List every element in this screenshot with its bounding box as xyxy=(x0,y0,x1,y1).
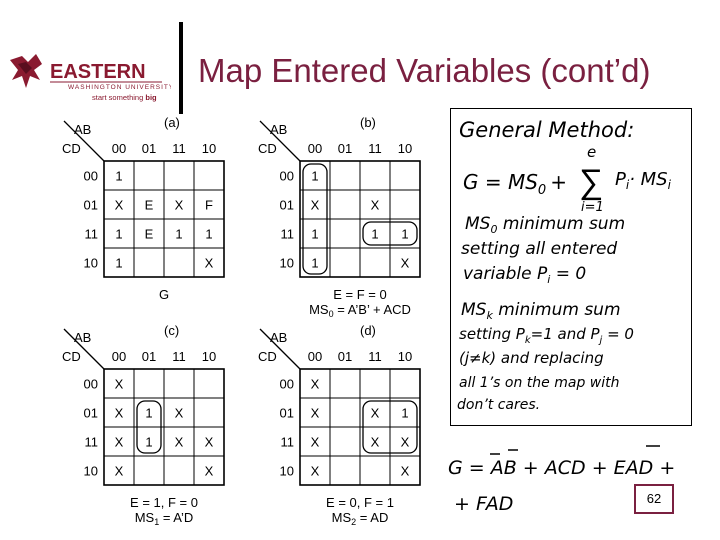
kmap-cell: 1 xyxy=(115,168,123,184)
kmap-cell: 1 xyxy=(175,226,183,242)
g-plus: + xyxy=(550,170,567,194)
msk-line4: all 1’s on the map with xyxy=(459,375,620,391)
svg-text:MSk minimum sum xyxy=(461,300,621,322)
ms0-label: MS xyxy=(465,214,491,234)
kmap-expression: $MS_0$ = A’B’ + ACD xyxy=(309,302,411,319)
kmap-cell: X xyxy=(114,197,124,213)
handwritten-notes xyxy=(451,109,691,424)
slide-header xyxy=(0,0,720,120)
kmap-col-header: 11 xyxy=(172,141,186,156)
kmap-cell: 1 xyxy=(115,255,123,271)
bottom-equation xyxy=(444,430,714,530)
kmap-cell: X xyxy=(204,463,214,479)
sum-bottom: i=1 xyxy=(581,200,604,215)
kmap-cell: 1 xyxy=(311,255,319,271)
msk-line3: (j≠k) and replacing xyxy=(459,349,604,367)
kmap-col-header: 11 xyxy=(172,349,186,364)
page-number: 62 xyxy=(634,484,674,514)
kmap-cell: X xyxy=(204,255,214,271)
msk-line2-sub: k xyxy=(524,335,531,346)
kmap-cell: X xyxy=(310,197,320,213)
kmap-caption: G xyxy=(158,287,170,302)
kmap-title: (b) xyxy=(360,116,376,130)
kmap-row-header: 11 xyxy=(280,434,294,450)
term-p-sub: i xyxy=(625,178,630,192)
kmap-cell: X xyxy=(114,376,124,392)
kmap-row-header: 00 xyxy=(279,376,294,392)
kmap-cd-label: CD xyxy=(258,349,277,364)
msk-line2-rest: =1 and P xyxy=(530,325,600,343)
msk-label: MS xyxy=(461,300,487,320)
kmap-row-header: 10 xyxy=(83,255,98,271)
kmap-figure xyxy=(44,116,428,530)
ms0-line3-rest: = 0 xyxy=(550,264,587,284)
kmap-col-header: 01 xyxy=(337,349,353,364)
svg-text:variable Pi = 0 xyxy=(463,264,586,286)
kmap-cell: E xyxy=(144,226,154,242)
kmap-cell: E xyxy=(144,197,154,213)
kmap-cell: 1 xyxy=(145,434,153,450)
kmap-cell: X xyxy=(310,405,320,421)
ms0-line1: minimum sum xyxy=(497,214,626,234)
kmap-col-header: 10 xyxy=(397,349,413,364)
svg-text:G = MS0+ xyxy=(463,170,567,198)
logo-name: EASTERN xyxy=(50,61,146,83)
kmap-cell: 1 xyxy=(145,405,153,421)
header-divider xyxy=(179,22,183,114)
eagle-logo-icon xyxy=(6,50,171,106)
msk-line2-end: = 0 xyxy=(602,325,634,343)
kmap-cell: X xyxy=(370,434,380,450)
g-formula-sub: 0 xyxy=(537,183,547,198)
kmap-cd-label: CD xyxy=(62,141,81,156)
kmap-row-header: 00 xyxy=(83,168,98,184)
ms0-sub: 0 xyxy=(490,223,498,236)
note-heading: General Method: xyxy=(459,118,635,142)
kmap-title: (c) xyxy=(164,323,180,338)
kmap-row-header: 01 xyxy=(83,197,98,213)
kmap-cell: 1 xyxy=(311,168,319,184)
kmap-row-header: 10 xyxy=(279,463,294,479)
kmap-ab-label: AB xyxy=(270,330,288,345)
logo-tagline: start something xyxy=(92,93,146,102)
msk-line2-sub2: j xyxy=(599,335,603,346)
kmap-cell: X xyxy=(400,463,410,479)
kmap-diagrams xyxy=(44,116,428,530)
university-logo xyxy=(6,50,171,106)
kmap-cell: 1 xyxy=(205,226,213,242)
kmap-cell: X xyxy=(174,405,184,421)
ms0-line2: setting all entered xyxy=(461,239,618,259)
kmap-title: (a) xyxy=(164,116,180,130)
kmap-cell: X xyxy=(370,405,380,421)
svg-text:setting Pk=1 and Pj = 0 xyxy=(459,325,634,346)
g-formula: G = MS xyxy=(463,170,538,194)
kmap-cell: 1 xyxy=(371,226,379,242)
kmap-title: (d) xyxy=(360,323,376,338)
kmap-cell: X xyxy=(114,405,124,421)
kmap-cell: X xyxy=(370,197,380,213)
kmap-row-header: 11 xyxy=(84,434,98,450)
kmap-row-header: 11 xyxy=(280,226,294,242)
kmap-cell: X xyxy=(114,434,124,450)
kmap-row-header: 01 xyxy=(83,405,98,421)
kmap-caption: E = F = 0 xyxy=(333,287,387,302)
kmap-row-header: 01 xyxy=(279,197,294,213)
kmap-ab-label: AB xyxy=(270,122,288,137)
logo-tagline-bold: big xyxy=(145,93,157,102)
kmap-row-header: 00 xyxy=(279,168,294,184)
kmap-cell: X xyxy=(204,434,214,450)
kmap-col-header: 01 xyxy=(141,141,157,156)
term-p: P xyxy=(615,169,626,190)
kmap-col-header: 01 xyxy=(337,141,353,156)
kmap-col-header: 00 xyxy=(307,141,323,156)
kmap-expression: $MS_2$ = AD xyxy=(331,510,389,527)
kmap-cell: 1 xyxy=(401,226,409,242)
term-ms-sub: i xyxy=(667,178,671,192)
kmap-caption: E = 1, F = 0 xyxy=(130,495,198,510)
msk-sub: k xyxy=(486,309,493,322)
msk-line2: setting P xyxy=(459,325,525,343)
handwritten-note-box xyxy=(450,108,692,426)
kmap-expression: $MS_1$ = A’D xyxy=(134,510,194,527)
kmap-cell: X xyxy=(114,463,124,479)
sum-top: e xyxy=(587,143,597,161)
svg-text:MS0 minimum sum xyxy=(465,214,625,236)
kmap-row-header: 11 xyxy=(84,226,98,242)
kmap-cell: X xyxy=(310,434,320,450)
sum-icon: ∑ xyxy=(579,163,604,201)
kmap-row-header: 10 xyxy=(83,463,98,479)
kmap-col-header: 10 xyxy=(397,141,413,156)
kmap-col-header: 11 xyxy=(368,141,382,156)
msk-line1: minimum sum xyxy=(492,300,621,320)
term-dot-ms: · MS xyxy=(629,169,668,190)
kmap-cell: 1 xyxy=(401,405,409,421)
kmap-ab-label: AB xyxy=(74,330,92,345)
kmap-cd-label: CD xyxy=(62,349,81,364)
kmap-col-header: 11 xyxy=(368,349,382,364)
svg-text:Pi· MSi xyxy=(615,169,672,192)
kmap-cell: X xyxy=(400,255,410,271)
kmap-cell: X xyxy=(310,376,320,392)
bottom-eq-line2: + FAD xyxy=(454,493,514,515)
logo-subtitle: WASHINGTON UNIVERSITY xyxy=(68,84,171,91)
kmap-col-header: 01 xyxy=(141,349,157,364)
kmap-row-header: 10 xyxy=(279,255,294,271)
kmap-row-header: 01 xyxy=(279,405,294,421)
kmap-col-header: 10 xyxy=(201,141,217,156)
kmap-col-header: 00 xyxy=(307,349,323,364)
kmap-cell: X xyxy=(174,434,184,450)
bottom-eq-line1: G = AB + ACD + EAD + xyxy=(448,457,676,479)
svg-text:start something big xyxy=(92,93,157,102)
kmap-cd-label: CD xyxy=(258,141,277,156)
ms0-line3: variable P xyxy=(463,264,548,284)
kmap-cell: 1 xyxy=(311,226,319,242)
kmap-cell: X xyxy=(310,463,320,479)
kmap-col-header: 00 xyxy=(111,349,127,364)
kmap-col-header: 10 xyxy=(201,349,217,364)
slide-title: Map Entered Variables (cont’d) xyxy=(198,52,651,89)
kmap-ab-label: AB xyxy=(74,122,92,137)
kmap-col-header: 00 xyxy=(111,141,127,156)
msk-line5: don’t cares. xyxy=(457,397,541,413)
kmap-cell: 1 xyxy=(115,226,123,242)
kmap-row-header: 00 xyxy=(83,376,98,392)
kmap-cell: X xyxy=(174,197,184,213)
ms0-line3-sub: i xyxy=(547,273,551,286)
kmap-cell: X xyxy=(400,434,410,450)
kmap-cell: F xyxy=(205,197,213,213)
kmap-caption: E = 0, F = 1 xyxy=(326,495,394,510)
